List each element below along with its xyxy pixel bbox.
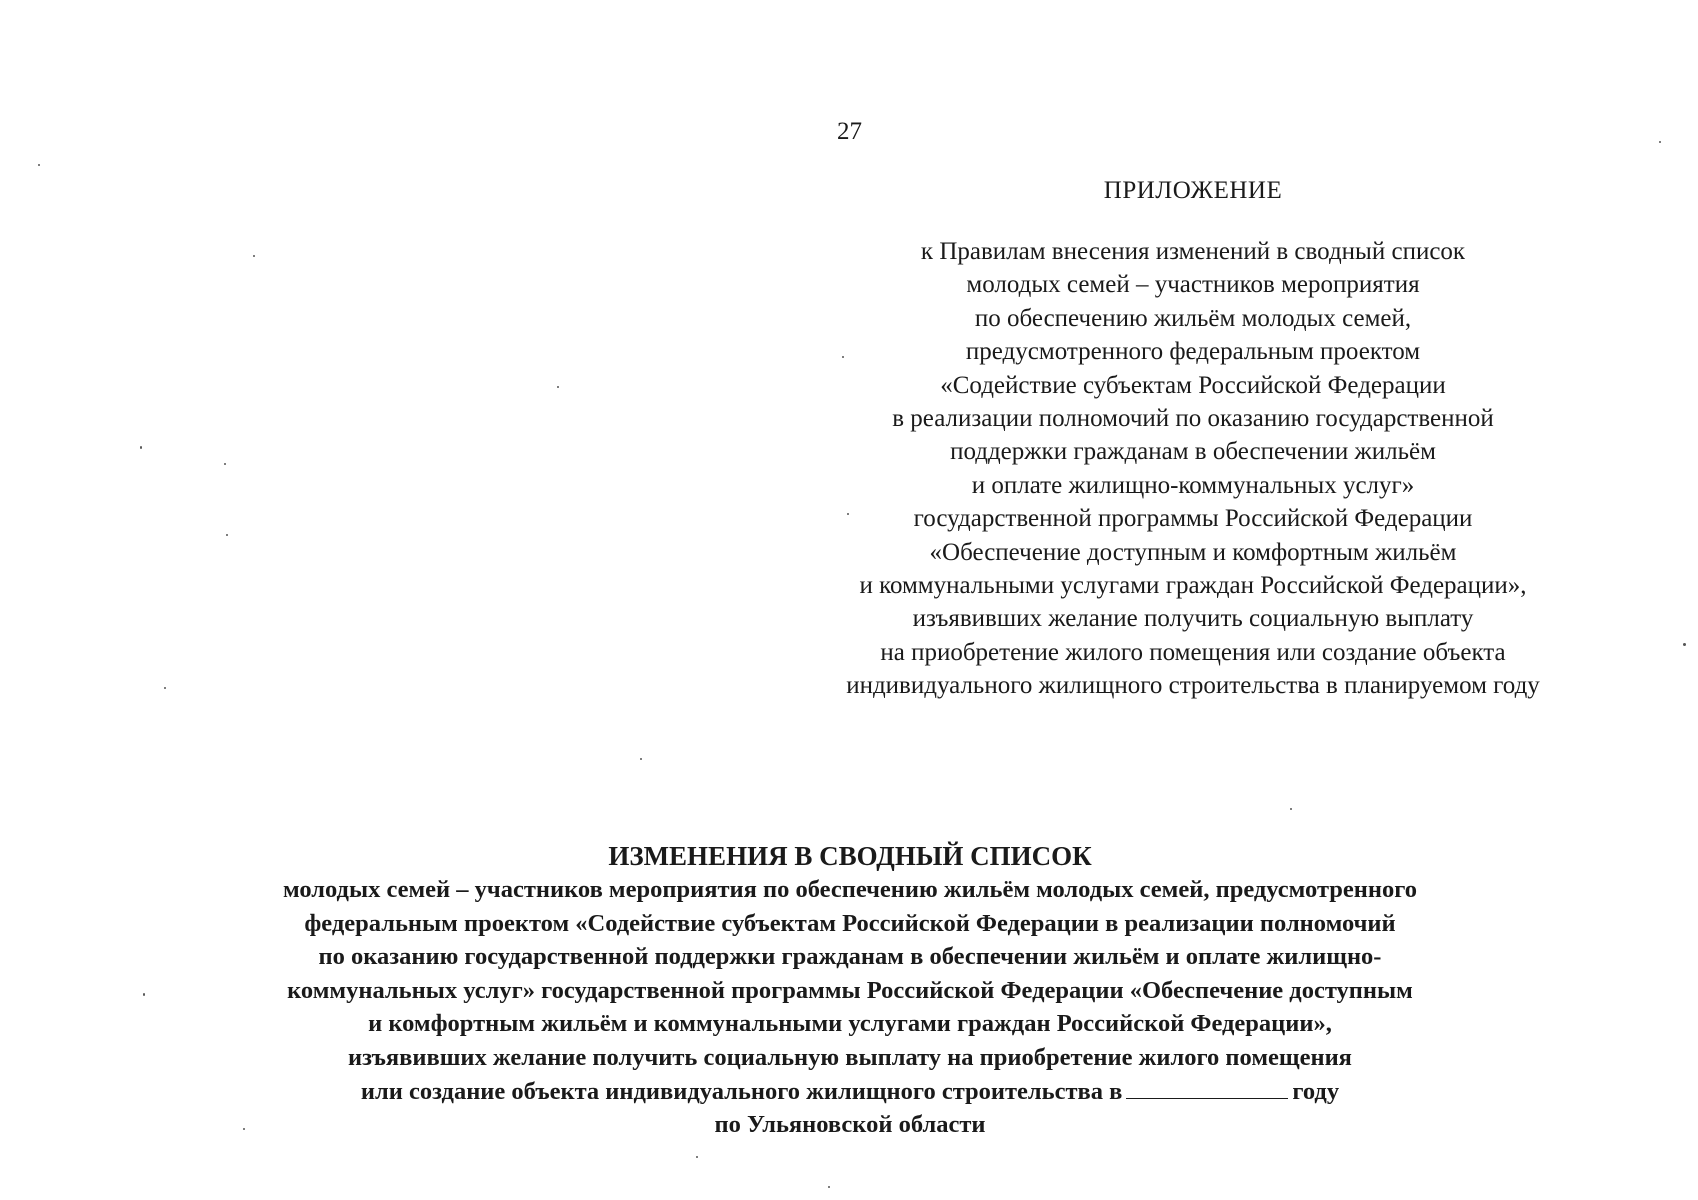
scan-speck <box>1290 808 1292 810</box>
scan-speck <box>847 513 849 515</box>
changes-title: ИЗМЕНЕНИЯ В СВОДНЫЙ СПИСОК <box>608 841 1092 871</box>
appendix-line: «Обеспечение доступным и комфортным жильём <box>929 538 1457 566</box>
year-blank-field <box>1126 1078 1288 1099</box>
scan-speck <box>1683 643 1686 646</box>
appendix-line: изъявивших желание получить социальную выплату <box>912 605 1474 633</box>
appendix-line: по обеспечению жильём молодых семей, <box>974 304 1412 332</box>
changes-line: изъявивших желание получить социальную выплату на приобретение жилого помещения <box>348 1043 1352 1071</box>
appendix-line: и коммунальными услугами граждан Российской Федерации», <box>859 572 1527 600</box>
scan-speck <box>842 356 844 358</box>
scan-speck <box>253 255 255 257</box>
appendix-header <box>778 176 1608 703</box>
changes-line: коммунальных услуг» государственной программы Российской Федерации «Обеспечение доступным <box>287 976 1413 1004</box>
changes-description <box>150 873 1550 1142</box>
scan-speck <box>38 164 40 166</box>
scan-speck <box>828 1186 830 1188</box>
appendix-line: к Правилам внесения изменений в сводный список <box>920 238 1466 265</box>
appendix-line: поддержки гражданам в обеспечении жильём <box>950 438 1436 466</box>
appendix-subtitle <box>778 235 1608 703</box>
changes-line: федеральным проектом «Содействие субъектам Российской Федерации в реализации полномочий <box>304 909 1396 937</box>
appendix-line: предусмотренного федеральным проектом <box>965 338 1421 366</box>
page-number: 27 <box>837 118 862 145</box>
appendix-line: и оплате жилищно-коммунальных услуг» <box>971 471 1415 499</box>
changes-line: по оказанию государственной поддержки гражданам в обеспечении жильём и оплате жилищно- <box>318 943 1382 971</box>
region-line: по Ульяновской области <box>714 1111 986 1139</box>
scan-speck <box>224 463 226 465</box>
scan-speck <box>226 534 228 536</box>
appendix-line: «Содействие субъектам Российской Федерации <box>940 371 1446 399</box>
scan-speck <box>164 687 166 689</box>
scan-speck <box>243 1128 245 1130</box>
appendix-line: молодых семей – участников мероприятия <box>966 271 1420 299</box>
changes-line: и комфортным жильём и коммунальными услугами граждан Российской Федерации», <box>368 1010 1332 1038</box>
year-line-suffix: году <box>1292 1077 1340 1105</box>
scan-speck <box>1659 141 1661 143</box>
appendix-line: в реализации полномочий по оказанию государственной <box>892 405 1494 433</box>
year-line-prefix: или создание объекта индивидуального жилищного строительства в <box>360 1077 1123 1105</box>
changes-heading <box>150 840 1550 1142</box>
appendix-line: индивидуального жилищного строительства в планируемом году <box>846 672 1540 700</box>
appendix-title: ПРИЛОЖЕНИЕ <box>1103 177 1283 204</box>
changes-line: молодых семей – участников мероприятия по обеспечению жильём молодых семей, предусмотренного <box>282 876 1418 903</box>
scan-speck <box>140 446 142 449</box>
scan-speck <box>143 993 145 996</box>
appendix-line: на приобретение жилого помещения или создание объекта <box>880 638 1506 666</box>
scan-speck <box>557 386 559 388</box>
appendix-line: государственной программы Российской Федерации <box>913 505 1473 533</box>
scan-speck <box>640 758 642 760</box>
scan-speck <box>696 1156 698 1158</box>
year-line <box>150 1075 1550 1109</box>
